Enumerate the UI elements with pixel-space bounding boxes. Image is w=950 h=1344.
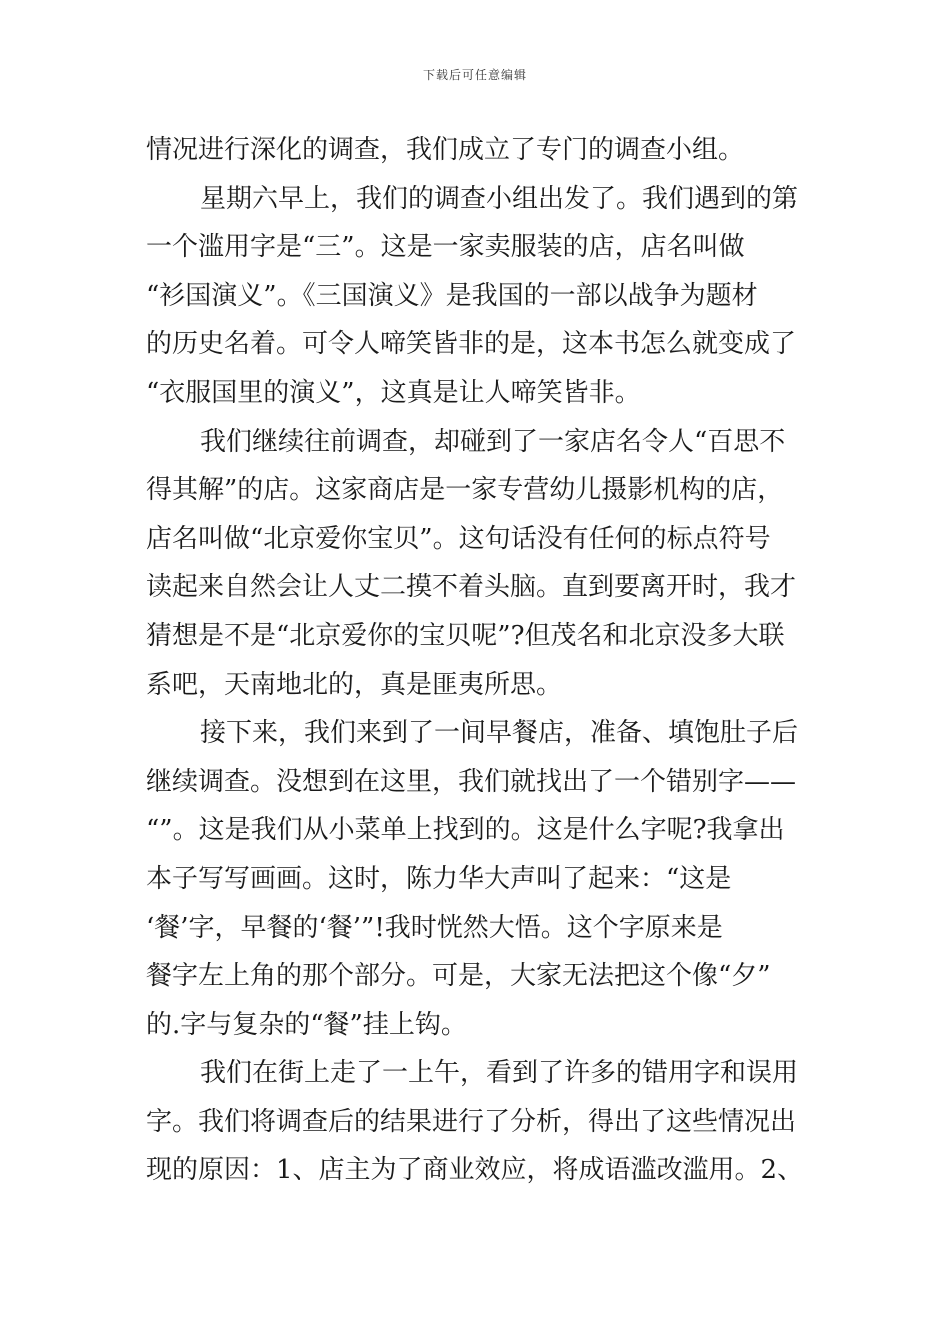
text-line: 本子写写画画。这时，陈力华大声叫了起来：“这是 (146, 863, 732, 894)
text-line: “”。这是我们从小菜单上找到的。这是什么字呢?我拿出 (146, 815, 785, 846)
text-line: “衣服国里的演义”，这真是让人啼笑皆非。 (146, 377, 641, 408)
text-line: 我们在街上走了一上午，看到了许多的错用字和误用 (200, 1058, 799, 1089)
text-line: “衫国演义”。《三国演义》是我国的一部以战争为题材 (146, 280, 758, 311)
text-line: 现的原因：1、店主为了商业效应，将成语滥改滥用。2、 (146, 1155, 804, 1186)
document-body (146, 126, 806, 1195)
text-line: 的.字与复杂的“餐”挂上钩。 (146, 1009, 467, 1040)
text-line: 得其解”的店。这家商店是一家专营幼儿摄影机构的店， (146, 475, 784, 506)
text-line: ‘餐’字，早餐的‘餐’”!我时恍然大悟。这个字原来是 (146, 912, 723, 943)
text-line: 情况进行深化的调查，我们成立了专门的调查小组。 (146, 135, 745, 165)
text-line: 店名叫做“北京爱你宝贝”。这句话没有任何的标点符号 (146, 523, 771, 554)
text-line: 猜想是不是“北京爱你的宝贝呢”?但茂名和北京没多大联 (146, 620, 785, 651)
text-line: 餐字左上角的那个部分。可是，大家无法把这个像“夕” (146, 961, 771, 992)
text-line: 的历史名着。可令人啼笑皆非的是，这本书怎么就变成了 (146, 329, 797, 360)
text-line: 字。我们将调查后的结果进行了分析，得出了这些情况出 (146, 1106, 797, 1137)
text-line: 星期六早上，我们的调查小组出发了。我们遇到的第 (200, 183, 799, 214)
text-line: 一个滥用字是“三”。这是一家卖服装的店，店名叫做 (146, 232, 745, 263)
text-line: 系吧，天南地北的，真是匪夷所思。 (146, 669, 563, 700)
text-line: 继续调查。没想到在这里，我们就找出了一个错别字—— (146, 766, 797, 797)
page-header: 下载后可任意编辑 (422, 68, 527, 82)
text-line: 读起来自然会让人丈二摸不着头脑。直到要离开时，我才 (146, 572, 797, 603)
text-line: 我们继续往前调查，却碰到了一家店名令人“百思不 (200, 426, 786, 457)
text-line: 接下来，我们来到了一间早餐店，准备、填饱肚子后 (200, 718, 799, 749)
